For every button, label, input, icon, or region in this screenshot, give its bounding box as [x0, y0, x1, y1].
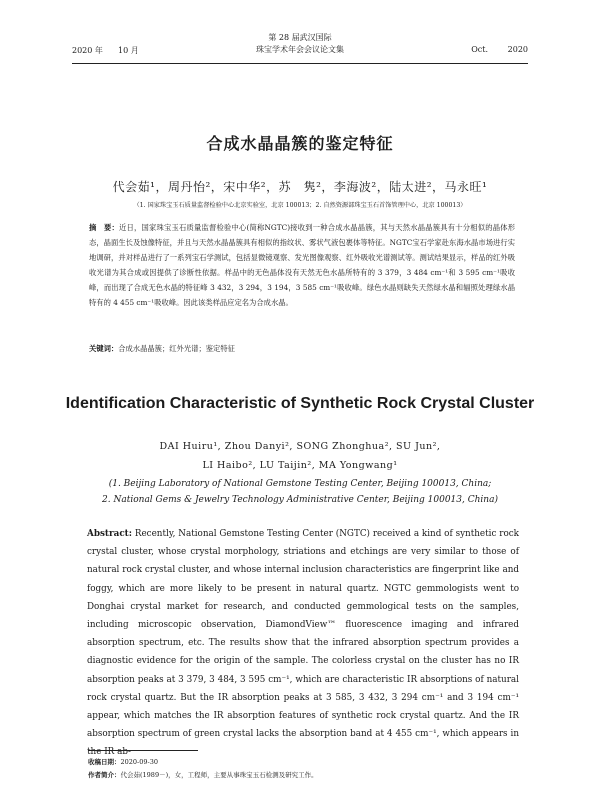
- conference-title: 第 28 届武汉国际: [268, 33, 332, 42]
- chinese-abstract: [89, 220, 515, 310]
- english-authors-line1: DAI Huiru¹, Zhou Danyi², SONG Zhonghua², SU Jun²,: [159, 441, 441, 452]
- header-month-right: Oct.: [471, 45, 488, 54]
- proceedings-title: 珠宝学术年会会议论文集: [256, 45, 344, 54]
- chinese-authors: 代会茹¹，周丹怡²，宋中华²，苏 隽²，李海波²，陆太进²，马永旺¹: [112, 180, 488, 194]
- english-title: Identification Characteristic of Synthetic Rock Crystal Cluster: [65, 395, 535, 412]
- author-bio-label: 作者简介：: [88, 771, 121, 779]
- footnote-author-bio: [88, 770, 318, 779]
- chinese-keywords-label: 关键词：: [89, 344, 119, 353]
- header-divider: [72, 63, 528, 64]
- chinese-title: 合成水晶晶簇的鉴定特征: [206, 134, 394, 153]
- running-header: [72, 26, 528, 60]
- english-abstract: [87, 525, 519, 762]
- footnote-received: [88, 757, 158, 766]
- english-abstract-label: Abstract:: [87, 529, 132, 539]
- chinese-keywords: [89, 344, 515, 354]
- header-year-left: 2020 年: [72, 46, 103, 55]
- received-date: 2020-09-30: [120, 758, 158, 766]
- header-year-right: 2020: [507, 45, 528, 54]
- english-authors-line2: LI Haibo², LU Taijin², MA Yongwang¹: [202, 460, 398, 471]
- chinese-keywords-text: 合成水晶晶簇；红外光谱；鉴定特征: [118, 344, 235, 353]
- chinese-abstract-label: 摘 要：: [89, 223, 119, 232]
- chinese-abstract-text: 近日，国家珠宝玉石质量监督检验中心(简称NGTC)接收到一种合成水晶晶簇，其与天然水晶晶簇具有十分相似的晶体形态，晶面生长及蚀像特征，并且与天然水晶晶簇具有相似的指纹状、雾状气液包裹体等特征。NGTC宝石学家赴东海水晶市场进行实地调研，并对样品进行了一系列宝石学测试，包括显微镜观察、发光图像观察、红外吸收光谱测试等。测试结果显示，样品的红外吸收光谱为其合成或因提供了诊断性依据。样品中的无色晶体没有天然无色水晶所特有的 3 379，3 484 cm⁻¹和 3 595 cm⁻¹吸收峰，而出现了合成无色水晶的特征峰 3 432，3 294，3 194，3 585 cm⁻¹吸收峰。绿色水晶则缺失天然绿水晶和辐照处理绿水晶特有的 4 455 cm⁻¹吸收峰。因此该类样品应定名为合成水晶。: [89, 223, 515, 307]
- english-abstract-text: Recently, National Gemstone Testing Center (NGTC) received a kind of synthetic rock crystal cluster, whose crystal morphology, striations and etchings are very similar to those of natural rock crystal cluster, and whose internal inclusion characteristics are fingerprint like and foggy, which are more likely to be present in natural quartz. NGTC gemmologists went to Donghai crystal market for research, and conducted gemmological tests on the samples, including microscopic observation, DiamondView™ fluorescence imaging and infrared absorption spectrum, etc. The results show that the infrared absorption spectrum provides a diagnostic evidence for the origin of the sample. The colorless crystal on the cluster has no IR absorption peaks at 3 379, 3 484, 3 595 cm⁻¹, which are characteristic IR absorptions of natural rock crystal quartz. But the IR absorption peaks at 3 585, 3 432, 3 294 cm⁻¹ and 3 194 cm⁻¹ appear, which matches the IR absorption features of synthetic rock crystal quartz. And the IR absorption spectrum of green crystal lacks the absorption band at 4 455 cm⁻¹, which appears in the IR ab-: [87, 529, 519, 758]
- received-label: 收稿日期：: [88, 758, 121, 766]
- footnote-divider: [88, 750, 198, 751]
- english-affiliation-line1: (1. Beijing Laboratory of National Gemstone Testing Center, Beijing 100013, China;: [108, 479, 492, 489]
- chinese-affiliation: （1. 国家珠宝玉石质量监督检验中心北京实验室，北京 100013；2. 自然资源部珠宝玉石首饰管理中心，北京 100013）: [133, 202, 467, 209]
- header-month-left: 10 月: [118, 46, 139, 55]
- author-bio-text: 代会茹(1989－)，女，工程师，主要从事珠宝玉石检测及研究工作。: [120, 771, 318, 779]
- english-affiliation-line2: 2. National Gems & Jewelry Technology Administrative Center, Beijing 100013, China): [102, 495, 498, 505]
